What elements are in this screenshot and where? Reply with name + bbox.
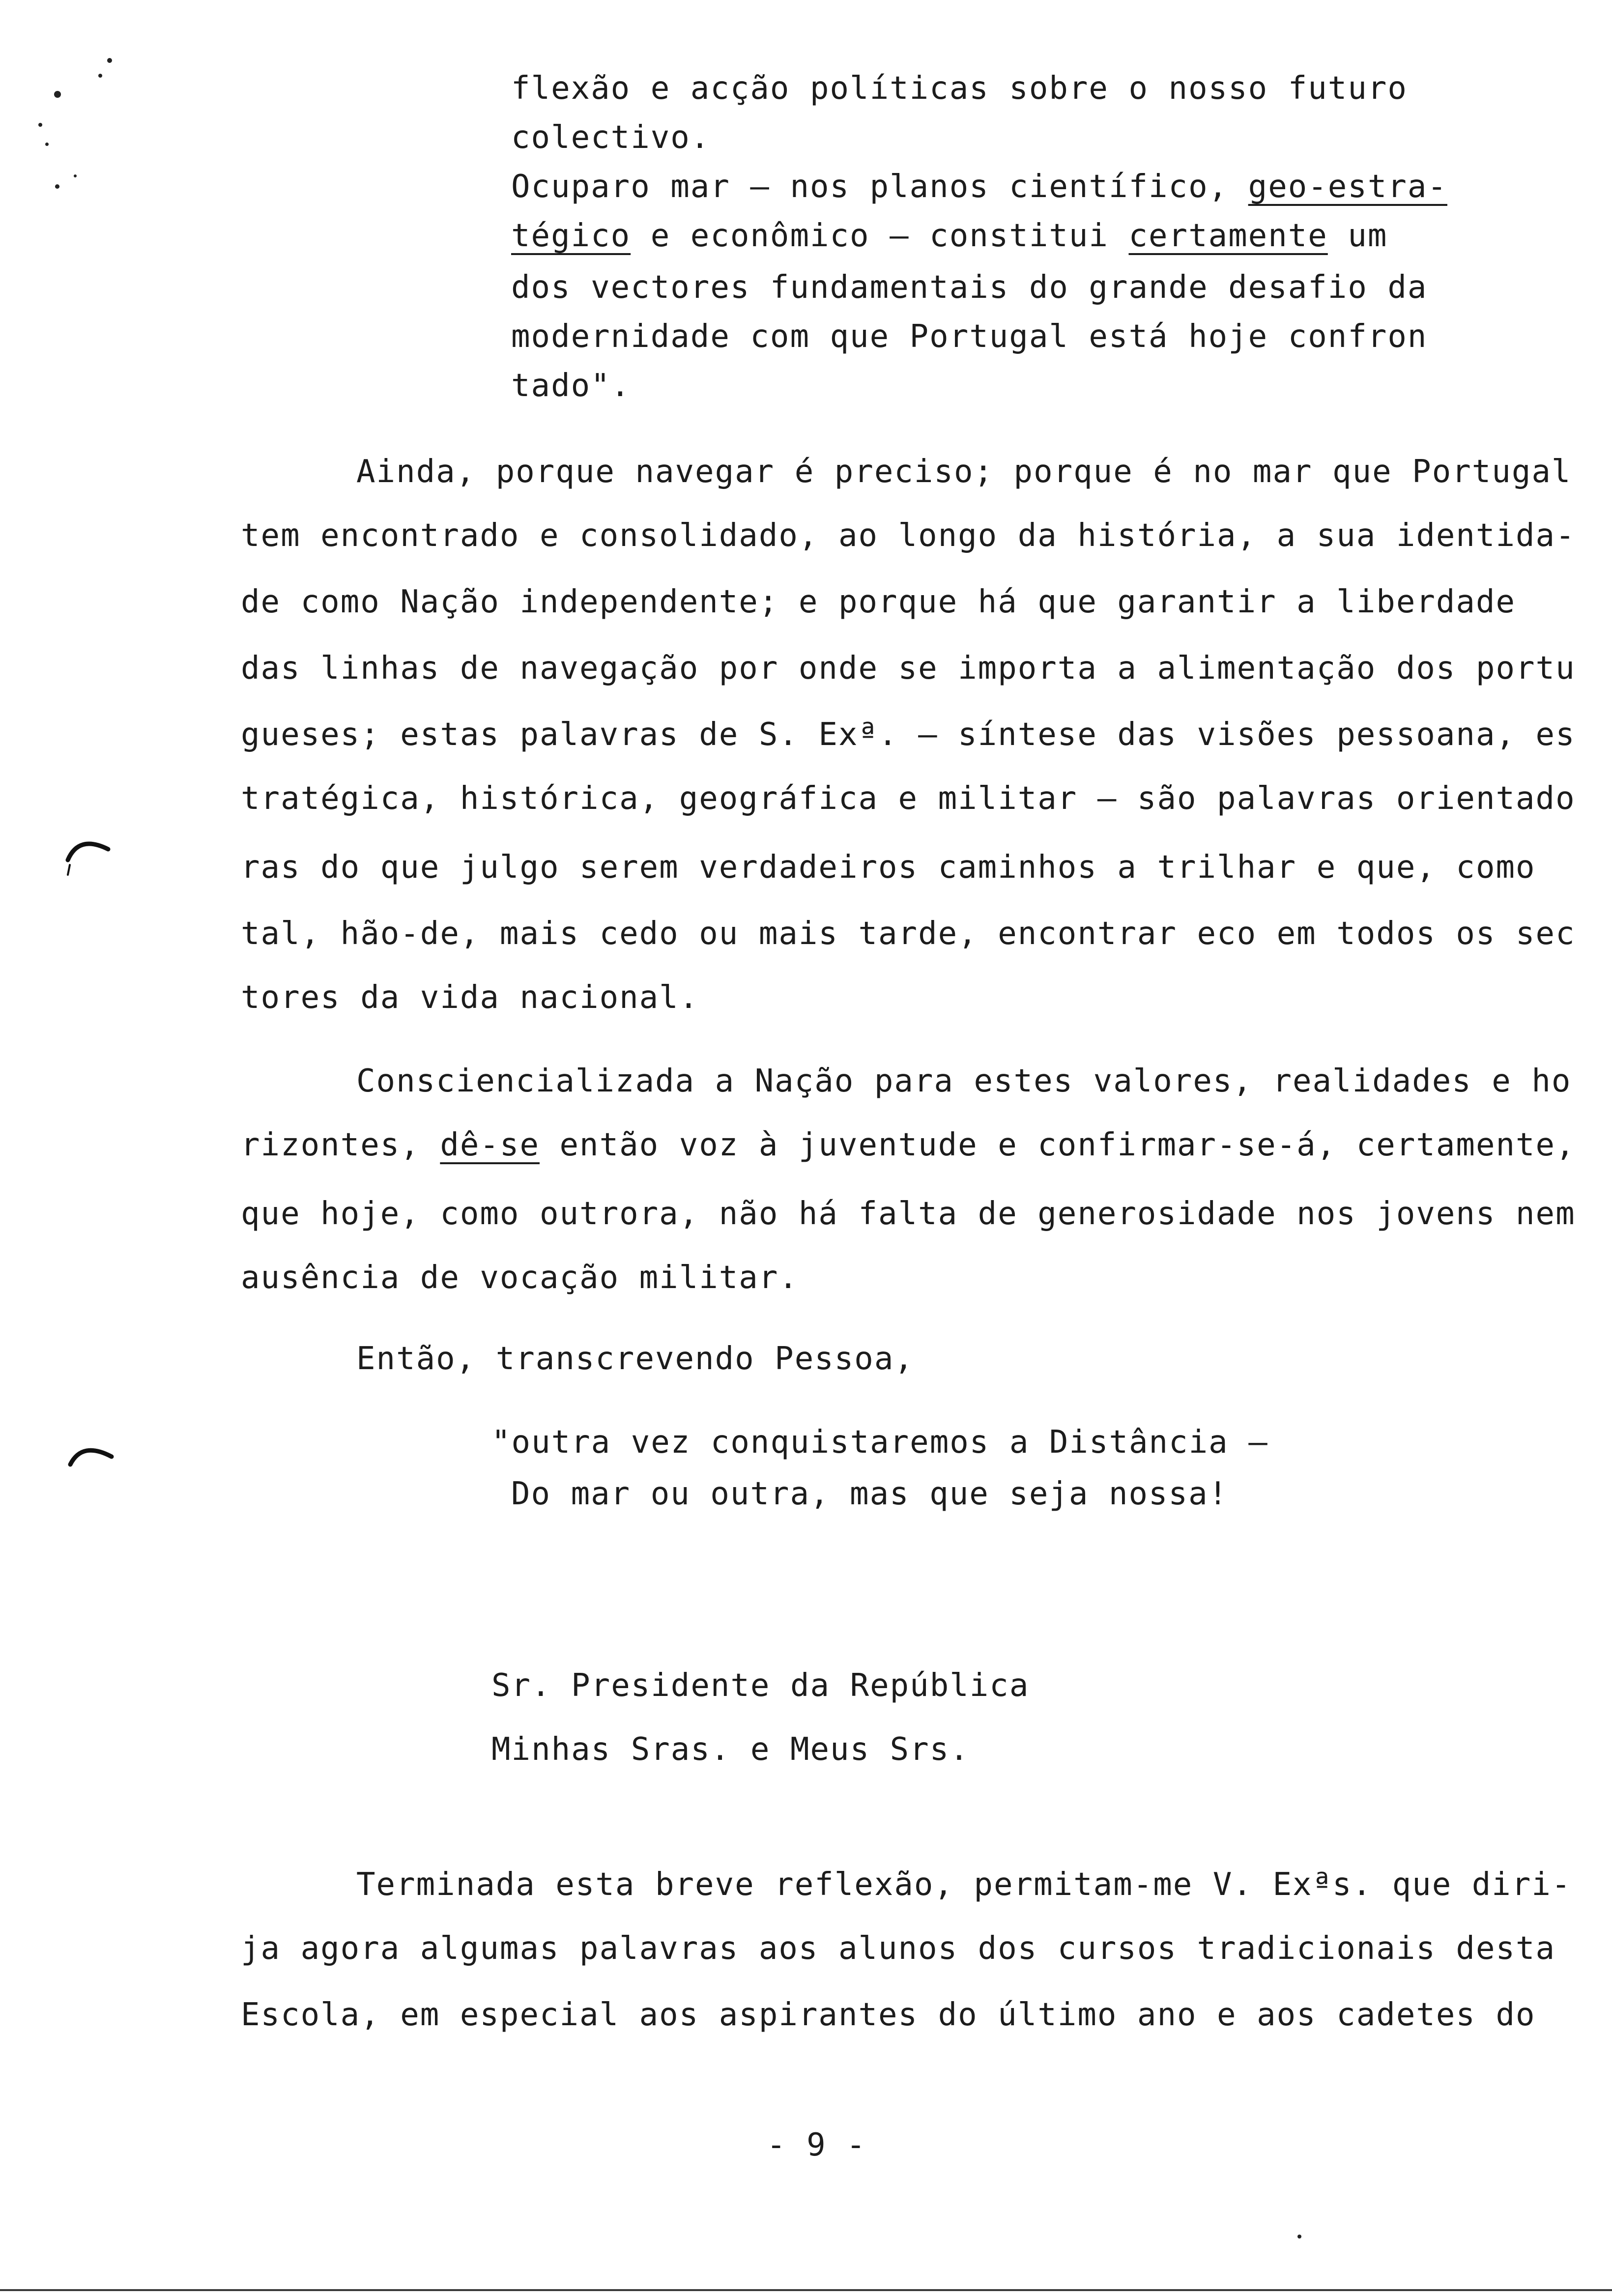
paragraph-line: tem encontrado e consolidado, ao longo da história, a sua identida-: [241, 517, 1576, 554]
paragraph-line: rizontes, dê-se então voz à juventude e confirmar-se-á, certamente,: [241, 1127, 1576, 1163]
paragraph-line: Então, transcrevendo Pessoa,: [356, 1341, 914, 1377]
paragraph-line: ras do que julgo serem verdadeiros caminhos a trilhar e que, como: [241, 849, 1536, 886]
paragraph-line: tal, hão-de, mais cedo ou mais tarde, encontrar eco em todos os sec: [241, 916, 1576, 952]
quote-line: dos vectores fundamentais do grande desafio da: [511, 269, 1428, 306]
salutation-line: Minhas Sras. e Meus Srs.: [491, 1731, 970, 1768]
paragraph-line: tores da vida nacional.: [241, 979, 699, 1016]
ink-speck: [98, 74, 102, 78]
paragraph-line: tratégica, histórica, geográfica e militar – são palavras orientado: [241, 780, 1576, 817]
quote-line: Ocuparo mar – nos planos científico, geo-estra-: [511, 169, 1447, 205]
paragraph-line: Ainda, porque navegar é preciso; porque é no mar que Portugal: [356, 454, 1572, 490]
paragraph-line: Consciencializada a Nação para estes valores, realidades e ho: [356, 1063, 1572, 1099]
verse-line: "outra vez conquistaremos a Distância –: [491, 1424, 1268, 1461]
quote-line: tado".: [511, 368, 631, 404]
paragraph-line: ausência de vocação militar.: [241, 1260, 799, 1296]
verse-line: Do mar ou outra, mas que seja nossa!: [511, 1476, 1229, 1512]
salutation-line: Sr. Presidente da República: [491, 1667, 1030, 1704]
ink-speck: [45, 143, 49, 146]
punch-hole-mark-top: [64, 826, 118, 885]
quote-line: modernidade com que Portugal está hoje confron: [511, 318, 1428, 355]
page-number: - 9 -: [767, 2127, 866, 2163]
quote-line: tégico e econômico – constitui certamente um: [511, 218, 1388, 254]
paragraph-line: das linhas de navegação por onde se importa a alimentação dos portu: [241, 650, 1576, 687]
ink-speck: [74, 174, 77, 177]
paragraph-line: gueses; estas palavras de S. Exª. – síntese das visões pessoana, es: [241, 717, 1576, 753]
paragraph-line: que hoje, como outrora, não há falta de generosidade nos jovens nem: [241, 1196, 1576, 1232]
ink-speck: [55, 184, 59, 189]
paragraph-line: de como Nação independente; e porque há que garantir a liberdade: [241, 584, 1516, 620]
punch-hole-mark-bottom: [66, 1435, 120, 1484]
ink-speck: [1297, 2235, 1301, 2239]
quote-line: flexão e acção políticas sobre o nosso futuro: [511, 70, 1408, 107]
bottom-edge-rule: [0, 2289, 1612, 2291]
paragraph-line: ja agora algumas palavras aos alunos dos cursos tradicionais desta: [241, 1930, 1556, 1967]
paragraph-line: Terminada esta breve reflexão, permitam-me V. Exªs. que diri-: [356, 1866, 1572, 1903]
ink-speck: [54, 91, 61, 98]
quote-line: colectivo.: [511, 119, 711, 156]
paragraph-line: Escola, em especial aos aspirantes do último ano e aos cadetes do: [241, 1997, 1536, 2033]
ink-speck: [107, 58, 112, 63]
ink-speck: [38, 123, 42, 127]
